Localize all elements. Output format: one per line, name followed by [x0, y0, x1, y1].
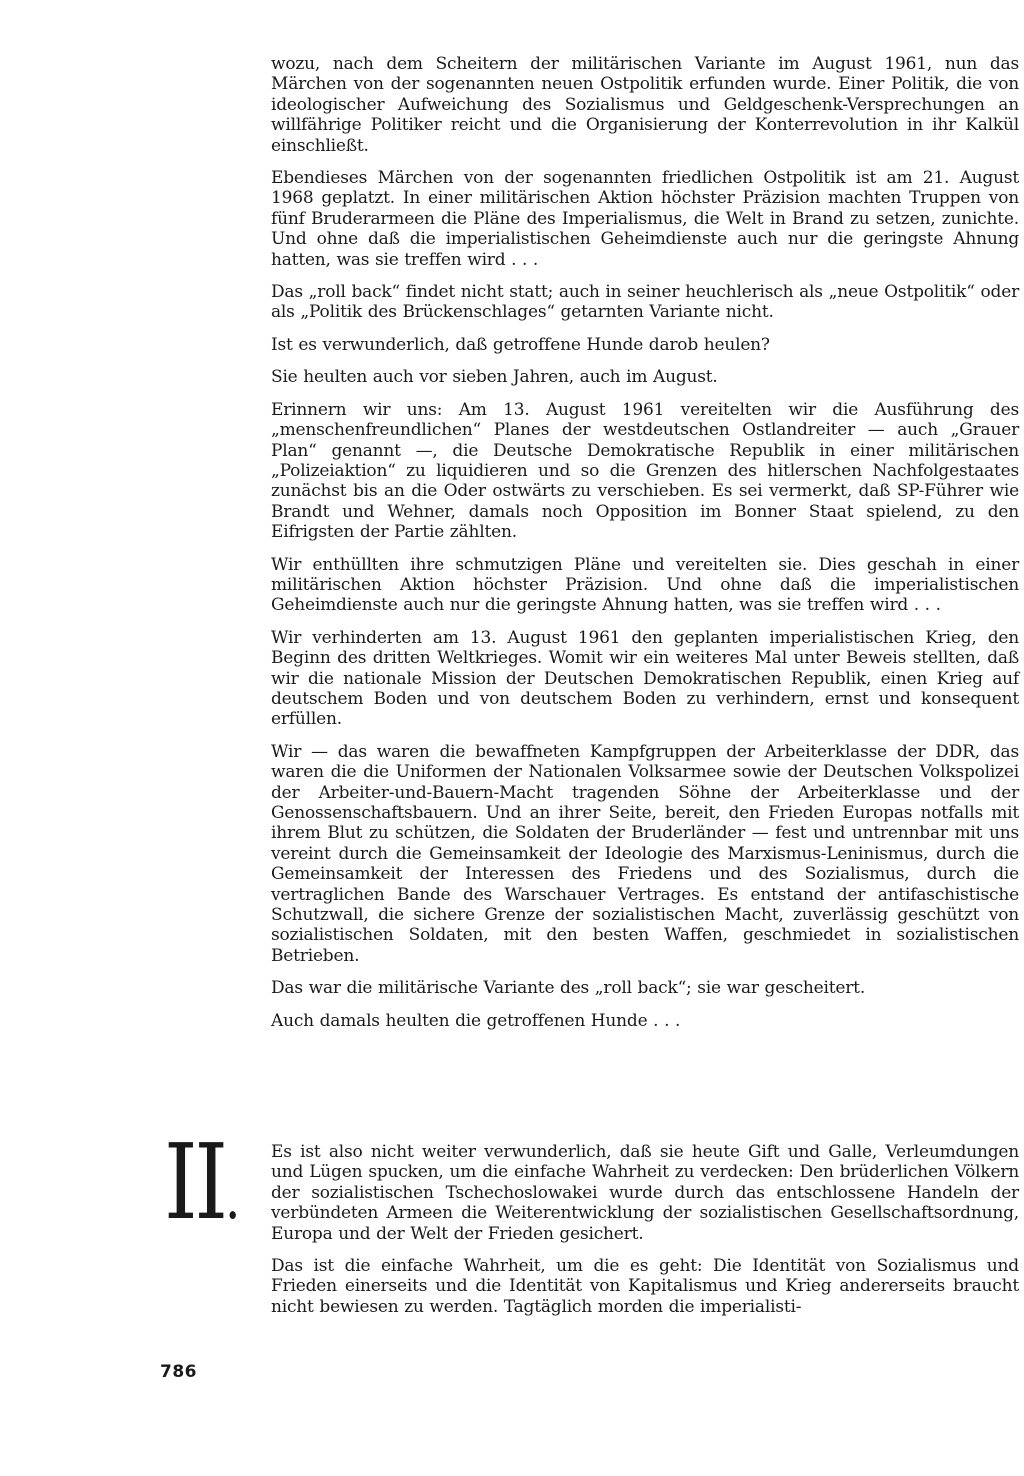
main-text-column [271, 54, 1019, 1043]
paragraph: Das war die militärische Variante des „roll back“; sie war gescheitert. [271, 978, 866, 999]
page-number: 786 [160, 1362, 197, 1382]
section-numeral-text: II [164, 1121, 225, 1243]
paragraph: Sie heulten auch vor sieben Jahren, auch im August. [271, 367, 718, 388]
paragraph: Auch damals heulten die getroffenen Hunde . . . [271, 1010, 681, 1031]
section-numeral [164, 1121, 238, 1248]
paragraph: Wir enthüllten ihre schmutzigen Pläne und vereitelten sie. Dies geschah in einer militärischen Aktion höchster Präzision. Und ohne daß die imperialistischen Geheimdienste auch nur die geringste Ahnung hatten, was sie treffen wird . . . [271, 554, 1019, 616]
paragraph: Erinnern wir uns: Am 13. August 1961 vereitelten wir die Ausführung des „menschenfreundlichen“ Planes der westdeutschen Ostlandreiter — auch „Grauer Plan“ genannt —, die Deutsche Demokratische Republik in einer militärischen „Polizeiaktion“ zu liquidieren und so die Grenzen des hitlerschen Nachfolgestaates zunächst bis an die Oder ostwärts zu verschieben. Es sei vermerkt, daß SP-Führer wie Brandt und Wehner, damals noch Opposition im Bonner Staat spielend, zu den Eifrigsten der Partie zählten. [271, 399, 1019, 543]
paragraph: Wir verhinderten am 13. August 1961 den geplanten imperialistischen Krieg, den Beginn des dritten Weltkrieges. Womit wir ein weiteres Mal unter Beweis stellten, daß wir die nationale Mission der Deutschen Demokratischen Republik, einen Krieg auf deutschem Boden und von deutschem Boden zu verhindern, ernst und konsequent erfüllen. [271, 627, 1019, 730]
paragraph: Ist es verwunderlich, daß getroffene Hunde darob heulen? [271, 334, 770, 355]
paragraph: Wir — das waren die bewaffneten Kampfgruppen der Arbeiterklasse der DDR, das waren die die Uniformen der Nationalen Volksarmee sowie der Deutschen Volkspolizei der Arbeiter-und-Bauern-Macht tragenden Söhne der Arbeiterklasse und der Genossenschaftsbauern. Und an ihrer Seite, bereit, den Frieden Europas notfalls mit ihrem Blut zu schützen, die Soldaten der Bruderländer — fest und untrennbar mit uns vereint durch die Gemeinsamkeit der Ideologie des Marxismus-Leninismus, durch die Gemeinsamkeit der Interessen des Friedens und des Sozialismus, durch die vertraglichen Bande des Warschauer Vertrages. Es entstand der antifaschistische Schutzwall, die sichere Grenze der sozialistischen Macht, zuverlässig geschützt von sozialistischen Soldaten, mit den besten Waffen, geschmiedet in sozialistischen Betrieben. [271, 741, 1019, 966]
section-two-text [271, 1142, 1019, 1329]
paragraph: Es ist also nicht weiter verwunderlich, daß sie heute Gift und Galle, Verleumdungen und Lügen spucken, um die einfache Wahrheit zu verdecken: Den brüderlichen Völkern der sozialistischen Tschechoslowakei wurde durch das entschlossene Handeln der verbündeten Armeen die Weiterentwicklung der sozialistischen Gesellschaftsordnung, Europa und der Welt der Frieden gesichert. [271, 1142, 1019, 1244]
paragraph: Ebendieses Märchen von der sogenannten friedlichen Ostpolitik ist am 21. August 1968 geplatzt. In einer militärischen Aktion höchster Präzision machten Truppen von fünf Bruderarmeen die Pläne des Imperialismus, die Welt in Brand zu setzen, zunichte. Und ohne daß die imperialistischen Geheimdienste auch nur die geringste Ahnung hatten, was sie treffen wird . . . [271, 168, 1019, 270]
paragraph: Das ist die einfache Wahrheit, um die es geht: Die Identität von Sozialismus und Frieden einerseits und die Identität von Kapitalismus und Krieg andererseits braucht nicht bewiesen zu werden. Tagtäglich morden die imperialisti- [271, 1256, 1019, 1317]
paragraph: wozu, nach dem Scheitern der militärischen Variante im August 1961, nun das Märchen von der sogenannten neuen Ostpolitik erfunden wurde. Einer Politik, die von ideologischer Aufweichung des Sozialismus und Geldgeschenk-Versprechungen an willfährige Politiker reicht und die Organisierung der Konterrevolution in ihr Kalkül einschließt. [271, 54, 1019, 156]
paragraph: Das „roll back“ findet nicht statt; auch in seiner heuchlerisch als „neue Ostpolitik“ oder als „Politik des Brückenschlages“ getarnten Variante nicht. [271, 282, 1019, 323]
section-numeral-dot: . [224, 1163, 238, 1233]
